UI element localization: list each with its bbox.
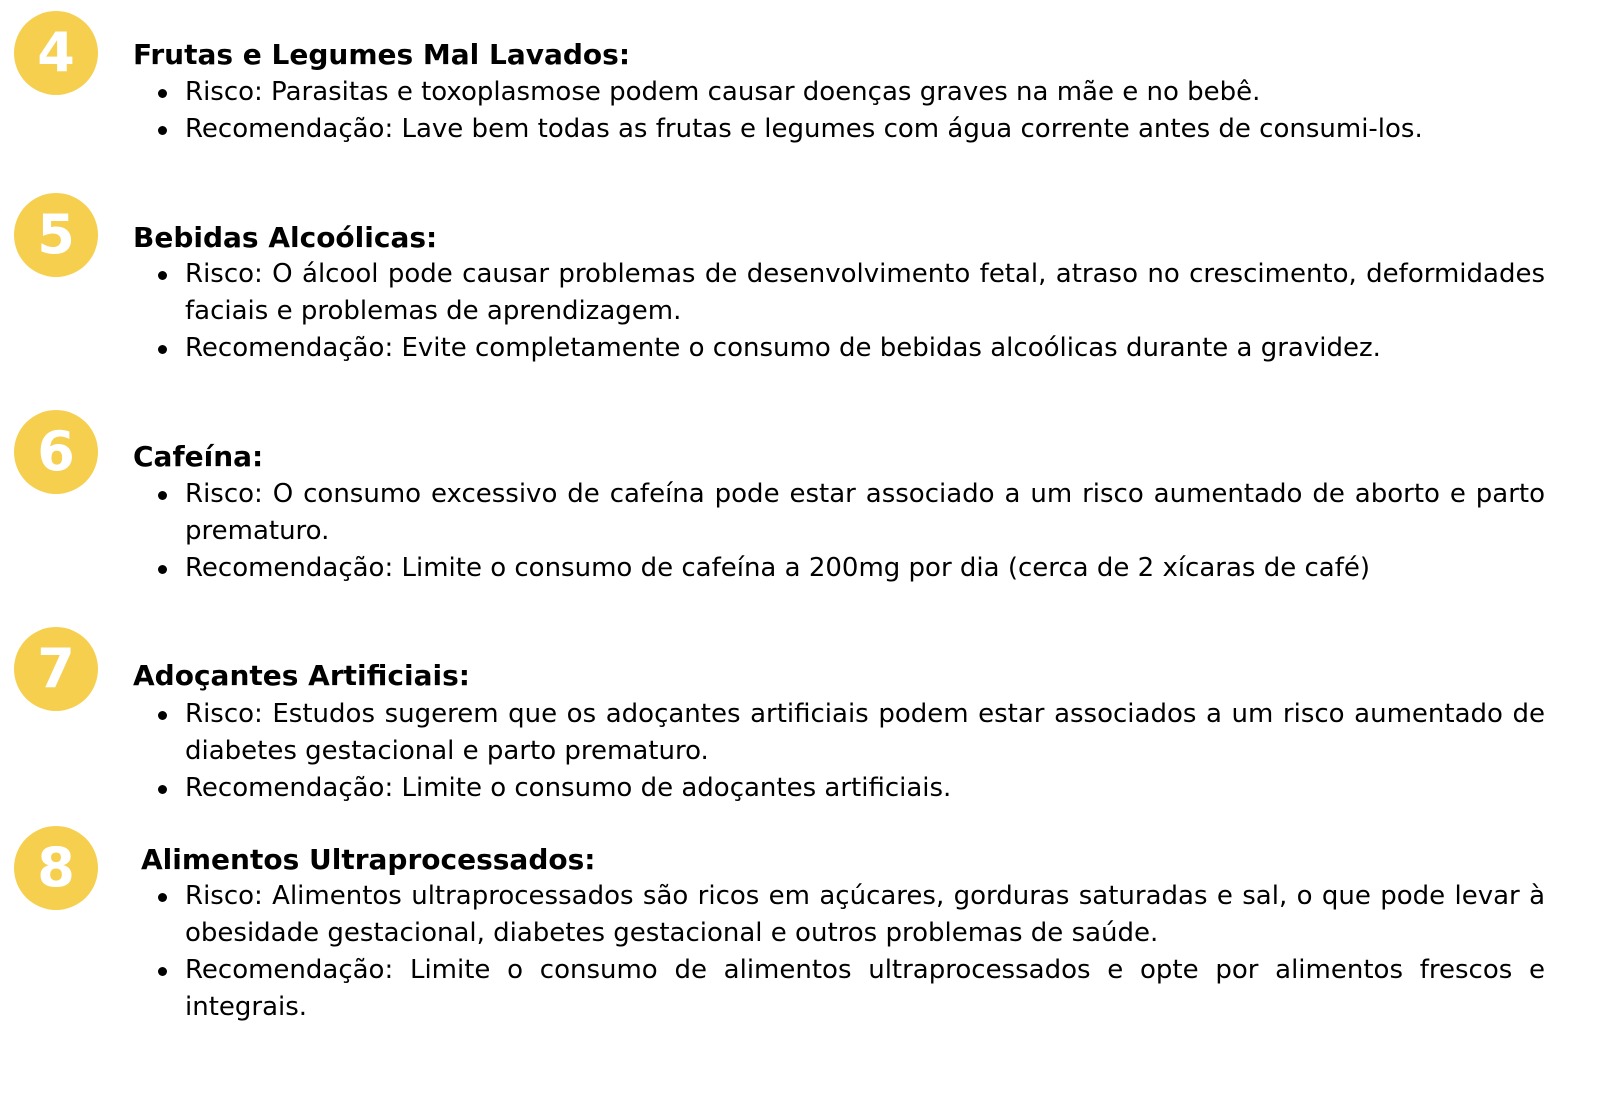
bullet-dot-icon (158, 345, 167, 354)
number-badge: 8 (14, 826, 98, 910)
bullet-dot-icon (158, 491, 167, 500)
section-title: Frutas e Legumes Mal Lavados: (133, 38, 631, 71)
list-item (185, 256, 1545, 330)
bullet-list (185, 878, 1545, 1026)
list-item-text: Risco: O consumo excessivo de cafeína pode estar associado a um risco aumentado de aborto e parto prematuro. (185, 479, 1545, 546)
list-item (185, 952, 1545, 1026)
list-item-text: Recomendação: Lave bem todas as frutas e legumes com água corrente antes de consumi-los. (185, 114, 1423, 144)
section-title: Adoçantes Artificiais: (133, 659, 470, 692)
list-item (185, 476, 1545, 550)
bullet-dot-icon (158, 89, 167, 98)
bullet-list (185, 256, 1545, 367)
number-badge: 6 (14, 410, 98, 494)
number-badge: 4 (14, 11, 98, 95)
section-title: Cafeína: (133, 440, 264, 473)
bullet-dot-icon (158, 711, 167, 720)
list-item-text: Risco: O álcool pode causar problemas de desenvolvimento fetal, atraso no crescimento, deformidades faciais e problemas de aprendizagem. (185, 259, 1545, 326)
section-title: Alimentos Ultraprocessados: (141, 843, 596, 876)
list-item (185, 878, 1545, 952)
bullet-list (185, 696, 1545, 807)
section-title: Bebidas Alcoólicas: (133, 221, 438, 254)
list-item-text: Risco: Parasitas e toxoplasmose podem causar doenças graves na mãe e no bebê. (185, 77, 1261, 107)
number-badge: 7 (14, 627, 98, 711)
number-badge: 5 (14, 193, 98, 277)
list-item-text: Recomendação: Limite o consumo de adoçantes artificiais. (185, 773, 952, 803)
bullet-list (185, 74, 1545, 148)
bullet-dot-icon (158, 565, 167, 574)
list-item-text: Recomendação: Limite o consumo de alimentos ultraprocessados e opte por alimentos frescos e integrais. (185, 955, 1545, 1022)
bullet-dot-icon (158, 126, 167, 135)
bullet-dot-icon (158, 893, 167, 902)
list-item (185, 111, 1545, 148)
bullet-dot-icon (158, 785, 167, 794)
bullet-dot-icon (158, 271, 167, 280)
list-item-text: Recomendação: Limite o consumo de cafeína a 200mg por dia (cerca de 2 xícaras de café) (185, 553, 1371, 583)
list-item-text: Risco: Alimentos ultraprocessados são ricos em açúcares, gorduras saturadas e sal, o que pode levar à obesidade gestacional, diabetes gestacional e outros problemas de saúde. (185, 881, 1545, 948)
list-item-text: Recomendação: Evite completamente o consumo de bebidas alcoólicas durante a gravidez. (185, 333, 1381, 363)
list-item (185, 550, 1545, 587)
list-item-text: Risco: Estudos sugerem que os adoçantes artificiais podem estar associados a um risco aumentado de diabetes gestacional e parto prematuro. (185, 699, 1545, 766)
bullet-dot-icon (158, 967, 167, 976)
list-item (185, 74, 1545, 111)
list-item (185, 696, 1545, 770)
bullet-list (185, 476, 1545, 587)
list-item (185, 770, 1545, 807)
list-item (185, 330, 1545, 367)
